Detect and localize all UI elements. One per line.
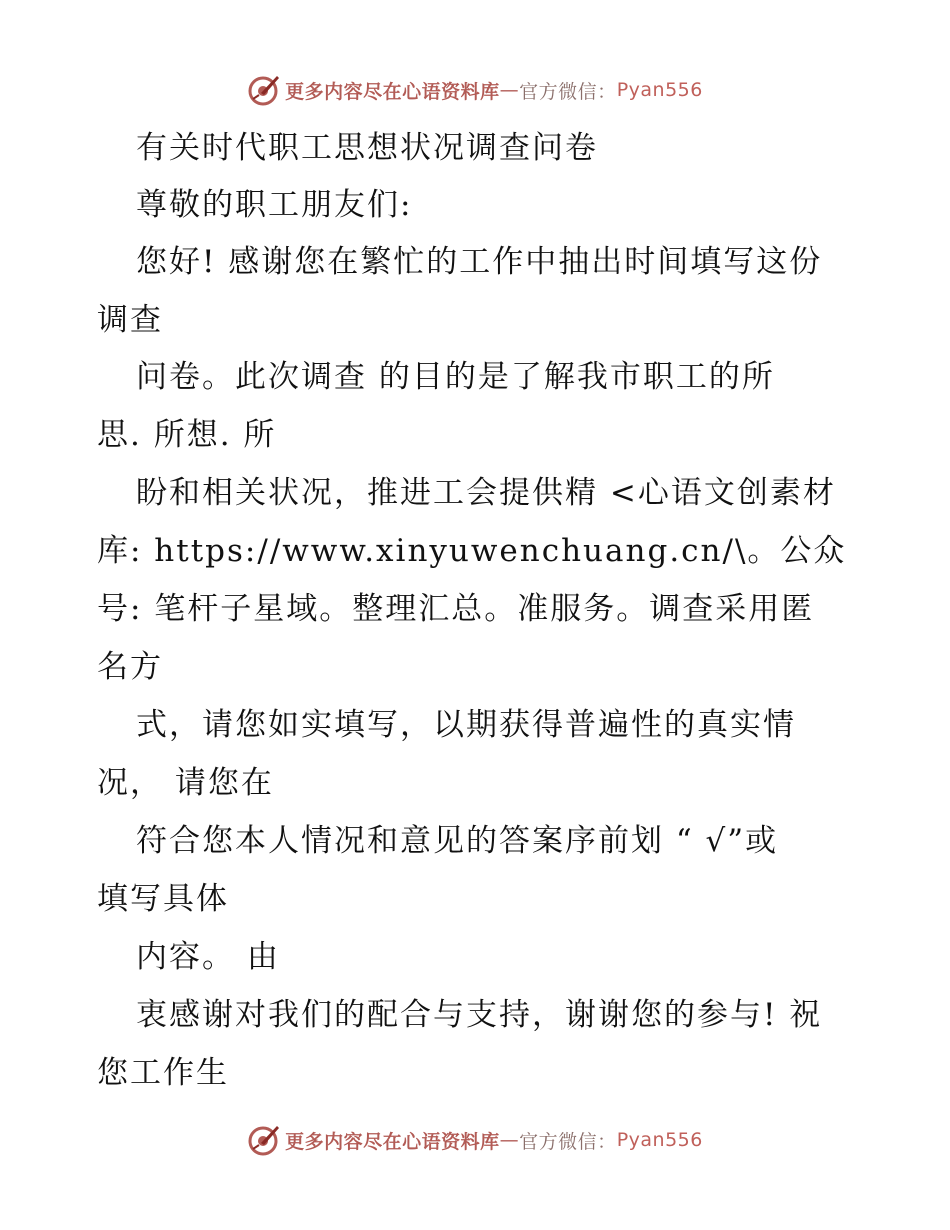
watermark-main-text: 更多内容尽在心语资料库 xyxy=(285,1130,500,1153)
text-line: 符合您本人情况和意见的答案序前划 “ √”或 xyxy=(136,823,779,859)
watermark-separator: — xyxy=(499,1129,520,1151)
footer-watermark xyxy=(0,1120,950,1160)
quill-logo-icon xyxy=(247,1123,281,1157)
watermark-account: Pyan556 xyxy=(616,79,703,101)
text-line: 您工作生 xyxy=(97,1055,229,1091)
greeting-line: 尊敬的职工朋友们: xyxy=(136,187,413,223)
text-line: 式，请您如实填写，以期获得普遍性的真实情 xyxy=(136,707,796,743)
watermark-main-text: 更多内容尽在心语资料库 xyxy=(285,80,500,103)
text-line: 况， 请您在 xyxy=(97,765,274,801)
watermark-label: 官方微信： xyxy=(519,80,617,103)
text-line: 内容。 由 xyxy=(136,939,280,975)
watermark-label: 官方微信： xyxy=(519,1130,617,1153)
watermark-separator: — xyxy=(499,79,520,101)
watermark-account: Pyan556 xyxy=(616,1129,703,1151)
text-line: 调查 xyxy=(97,302,163,338)
text-line: 号: 笔杆子星域。整理汇总。准服务。调查采用匿 xyxy=(97,591,815,627)
text-line: 名方 xyxy=(97,649,163,685)
text-line: 思. 所想. 所 xyxy=(97,417,277,453)
document-title: 有关时代职工思想状况调查问卷 xyxy=(136,130,598,166)
text-line: 盼和相关状况，推进工会提供精 <心语文创素材 xyxy=(136,475,836,511)
quill-logo-icon xyxy=(247,73,281,107)
text-line: 库: https://www.xinyuwenchuang.cn/\。公众 xyxy=(97,533,847,569)
text-line: 填写具体 xyxy=(97,881,229,917)
header-watermark xyxy=(0,70,950,110)
text-line: 问卷。此次调查 的目的是了解我市职工的所 xyxy=(136,359,775,395)
text-line: 衷感谢对我们的配合与支持，谢谢您的参与! 祝 xyxy=(136,997,823,1033)
text-line: 您好! 感谢您在繁忙的工作中抽出时间填写这份 xyxy=(136,244,823,280)
